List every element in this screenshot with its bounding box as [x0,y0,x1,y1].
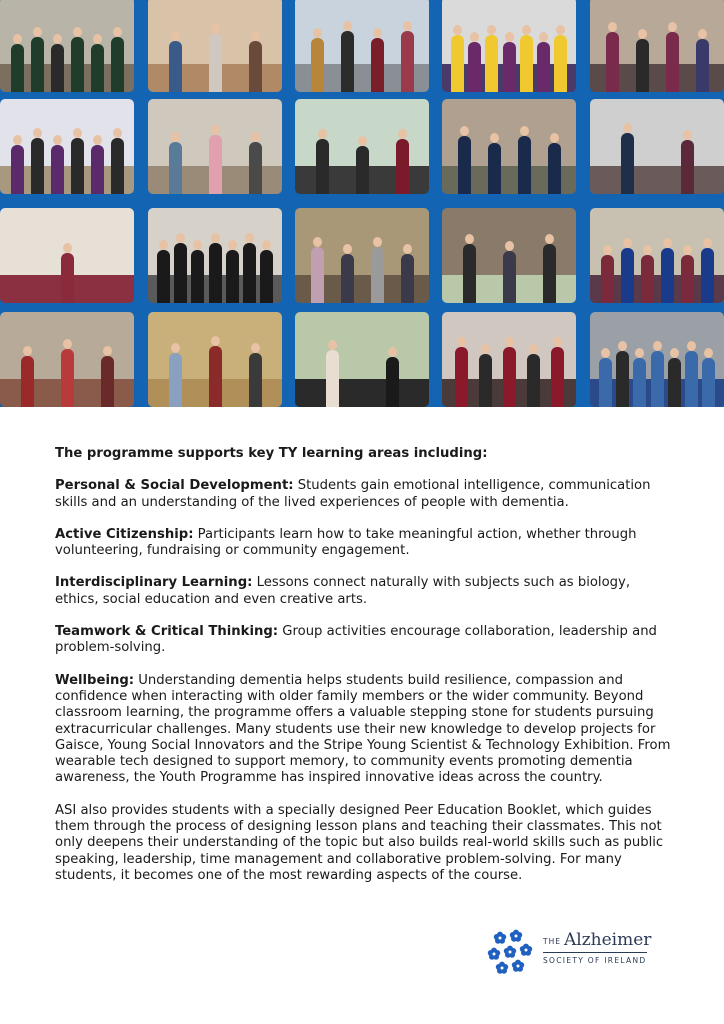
photo-person [479,354,492,407]
section-teamwork [55,624,675,657]
photo-person [488,143,501,194]
photo-person [651,351,664,407]
photo-person [518,136,531,194]
photo-person [599,358,612,407]
section-heading: Personal & Social Development: [55,478,294,494]
logo-society: SOCIETY OF IRELAND [543,956,647,965]
photo-person [174,243,187,303]
photo-care-home-dance [148,312,282,407]
photo-students-maroon [590,208,724,303]
photo-person [633,358,646,407]
photo-person [520,35,533,92]
photo-person [111,37,124,92]
photo-person [31,138,44,194]
closing-paragraph: ASI also provides students with a specially designed Peer Education Booklet, which guides them through the process of designing lesson plans and teaching their classmates. This not only deepens their understanding of the topic but also builds real-world skills such as public speaking, leadership, time management and collaborative problem-solving. For many students, it becomes one of the most rewarding aspects of the course. [55,802,664,883]
flower-icon [496,962,508,974]
photo-person [341,31,354,92]
photo-person [169,353,182,407]
photo-person [503,42,516,92]
photo-person [451,35,464,92]
photo-person [386,357,399,407]
photo-person [61,253,74,303]
photo-person [249,142,262,194]
photo-person [226,250,239,303]
photo-person [209,34,222,92]
section-text: Participants learn how to take meaningful action, whether through volunteering, fundraising or community engagement. [55,526,637,559]
photo-person [356,146,369,194]
photo-person [249,353,262,407]
photo-person [169,41,182,92]
photo-person [621,248,634,303]
photo-person [551,347,564,407]
flower-icon [512,960,524,972]
section-text: Understanding dementia helps students build resilience, compassion and confidence when interacting with older family members or the wider community. Beyond classroom learning, the programme offers a valuable stepping stone for students pursuing extracurricular challenges. Many students use their new knowledge to develop projects for Gaisce, Young Social Innovators and the Stripe Young Scientist & Technology Exhibition. From wearable tech designed to support memory, to community events promoting dementia awareness, the Youth Programme has inspired innovative ideas across the country. [55,672,671,786]
photo-student-award [295,312,429,407]
photo-person [601,255,614,303]
section-personal-social [55,478,675,511]
forget-me-not-icon [486,928,538,976]
photo-person [71,138,84,194]
photo-person [31,37,44,92]
photo-person [606,32,619,92]
logo-divider [543,952,647,953]
photo-person [548,143,561,194]
photo-person [696,39,709,92]
section-text: Group activities encourage collaboration, leadership and problem-solving. [55,624,657,656]
photo-person [243,243,256,303]
photo-students-dining [0,312,134,407]
photo-person [681,255,694,303]
photo-person [621,133,634,194]
photo-person [51,44,64,92]
photo-students-blue-uniforms [590,312,724,407]
photo-person [616,351,629,407]
photo-person [681,140,694,194]
photo-students-banner [0,99,134,194]
photo-person [371,38,384,92]
photo-person [458,136,471,194]
photo-person [661,248,674,303]
photo-person [61,349,74,407]
photo-students-cheque [0,0,134,92]
section-interdisciplinary [55,575,675,608]
photo-students-group-black [148,208,282,303]
article-body [55,446,675,900]
photo-library-table [442,208,576,303]
photo-background [295,312,429,379]
photo-person [71,37,84,92]
photo-students-lanyards [295,0,429,92]
photo-students-hall [590,0,724,92]
photo-person [685,351,698,407]
photo-person [701,248,714,303]
section-heading: Teamwork & Critical Thinking: [55,624,279,640]
photo-person [191,250,204,303]
photo-person [209,346,222,407]
photo-student-portrait [0,208,134,303]
photo-person [702,358,715,407]
photo-collage [0,0,724,407]
photo-person [666,32,679,92]
photo-person [316,139,329,194]
section-text: Lessons connect naturally with subjects such as biology, ethics, social education and even creative arts. [55,575,631,607]
photo-person [401,254,414,303]
photo-students-crafts [442,99,576,194]
photo-person [311,38,324,92]
photo-person [636,39,649,92]
photo-person [396,139,409,194]
logo-name: Alzheimer [564,930,652,950]
photo-person [537,42,550,92]
photo-person [21,356,34,407]
photo-person [11,145,24,194]
photo-person [209,135,222,194]
photo-care-home-room [148,99,282,194]
photo-person [249,41,262,92]
alzheimer-society-logo [486,928,656,976]
section-heading: Wellbeing: [55,672,135,688]
flower-icon [520,944,532,956]
photo-person [91,145,104,194]
photo-person [169,142,182,194]
photo-person [527,354,540,407]
photo-person [111,138,124,194]
section-heading: Interdisciplinary Learning: [55,575,253,591]
section-active-citizenship [55,527,675,560]
photo-person [101,356,114,407]
photo-person [209,243,222,303]
photo-person [51,145,64,194]
photo-person [503,347,516,407]
photo-person [260,250,273,303]
photo-students-music [295,99,429,194]
photo-floor [295,379,429,408]
section-heading: Active Citizenship: [55,526,194,542]
flower-icon [494,932,506,944]
photo-person [485,35,498,92]
photo-person [341,254,354,303]
photo-person [311,247,324,303]
flower-icon [504,946,516,958]
photo-person [554,35,567,92]
photo-person [455,347,468,407]
section-wellbeing [55,673,675,787]
intro-heading: The programme supports key TY learning areas including: [55,446,488,461]
photo-person [371,247,384,303]
photo-students-yellow-signs [442,0,576,92]
photo-person [11,44,24,92]
photo-person [91,44,104,92]
photo-older-adults-students [295,208,429,303]
photo-person [468,42,481,92]
photo-person [543,244,556,303]
photo-person [463,244,476,303]
photo-person [641,255,654,303]
section-text: Students gain emotional intelligence, communication skills and an understanding of the lived experiences of people with dementia. [55,478,651,510]
photo-students-visit [148,0,282,92]
logo-the: THE [543,937,561,946]
photo-background [590,99,724,166]
photo-student-reading [590,99,724,194]
photo-person [668,358,681,407]
flower-icon [488,948,500,960]
photo-person [326,350,339,407]
photo-person [157,250,170,303]
photo-floor [590,166,724,195]
photo-students-instruments [442,312,576,407]
photo-person [503,251,516,303]
photo-person [401,31,414,92]
flower-icon [510,930,522,942]
